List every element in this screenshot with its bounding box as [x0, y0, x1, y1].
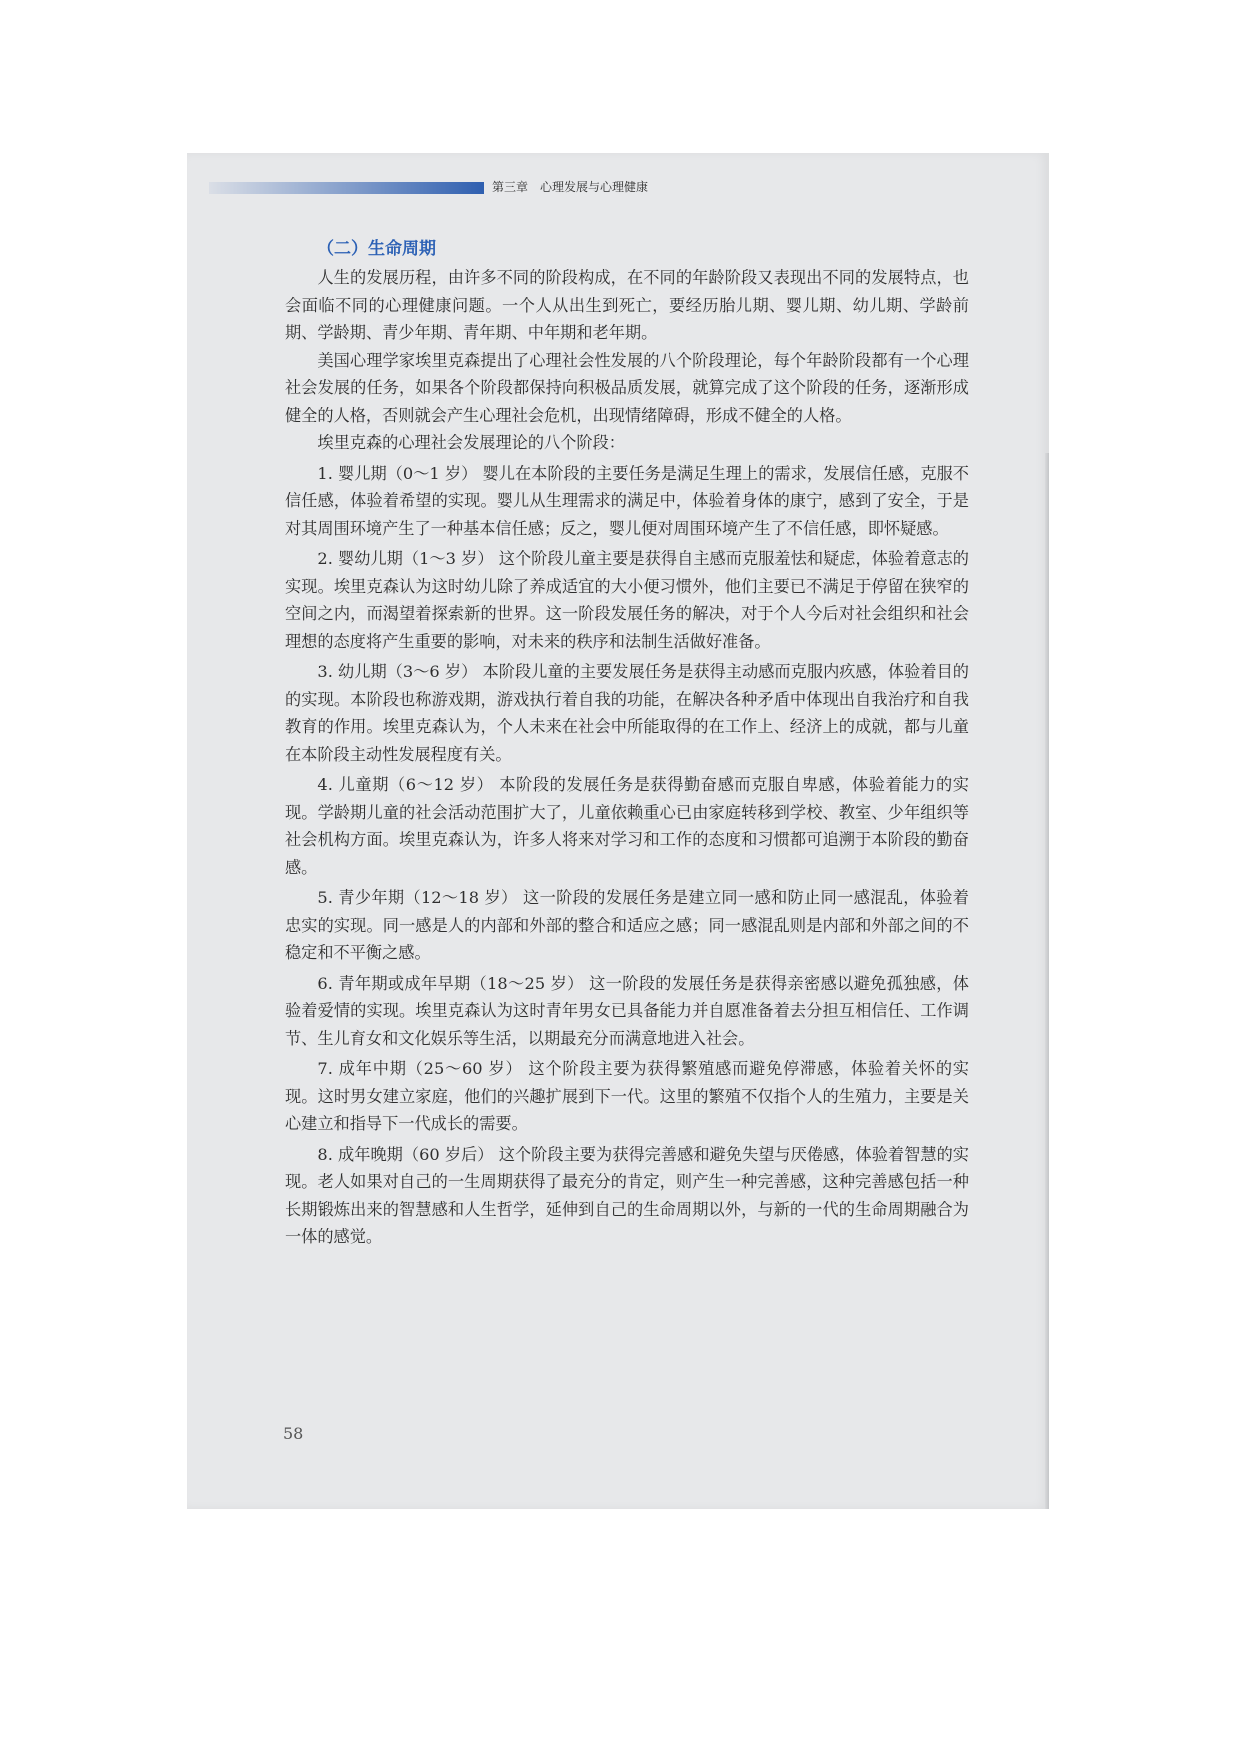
stage-8-paragraph: 8. 成年晚期（60 岁后） 这个阶段主要为获得完善感和避免失望与厌倦感，体验着智慧的实现。老人如果对自己的一生周期获得了最充分的肯定，则产生一种完善感，这种完善感包括一种长期锻炼出来的智慧感和人生哲学，延伸到自己的生命周期以外，与新的一代的生命周期融合为一体的感觉。 [285, 1144, 969, 1246]
chapter-number: 第三章 [492, 180, 529, 194]
chapter-title: 心理发展与心理健康 [540, 180, 649, 194]
stage-6-paragraph: 6. 青年期或成年早期（18～25 岁） 这一阶段的发展任务是获得亲密感以避免孤独感，体验着爱情的实现。埃里克森认为这时青年男女已具备能力并自愿准备着去分担互相信任、工作调节、生儿育女和文化娱乐等生活，以期最充分而满意地进入社会。 [285, 973, 969, 1048]
section-title: （二）生命周期 [317, 239, 436, 259]
page-edge-shadow [1045, 453, 1049, 1509]
stage-4-paragraph: 4. 儿童期（6～12 岁） 本阶段的发展任务是获得勤奋感而克服自卑感，体验着能力的实现。学龄期儿童的社会活动范围扩大了，儿童依赖重心已由家庭转移到学校、教室、少年组织等社会机构方面。埃里克森认为，许多人将来对学习和工作的态度和习惯都可追溯于本阶段的勤奋感。 [285, 775, 969, 877]
paragraph-list-intro: 埃里克森的心理社会发展理论的八个阶段： [317, 433, 625, 452]
running-header [492, 178, 648, 195]
body-text [285, 264, 969, 1251]
paragraph-erikson: 美国心理学家埃里克森提出了心理社会性发展的八个阶段理论，每个年龄阶段都有一个心理社会发展的任务，如果各个阶段都保持向积极品质发展，就算完成了这个阶段的任务，逐渐形成健全的人格，否则就会产生心理社会危机，出现情绪障碍，形成不健全的人格。 [285, 350, 969, 425]
stage-3-paragraph: 3. 幼儿期（3～6 岁） 本阶段儿童的主要发展任务是获得主动感而克服内疚感，体验着目的的实现。本阶段也称游戏期，游戏执行着自我的功能，在解决各种矛盾中体现出自我治疗和自我教育的作用。埃里克森认为，个人未来在社会中所能取得的在工作上、经济上的成就，都与儿童在本阶段主动性发展程度有关。 [285, 662, 969, 764]
stage-2-paragraph: 2. 婴幼儿期（1～3 岁） 这个阶段儿童主要是获得自主感而克服羞怯和疑虑，体验着意志的实现。埃里克森认为这时幼儿除了养成适宜的大小便习惯外，他们主要已不满足于停留在狭窄的空间之内，而渴望着探索新的世界。这一阶段发展任务的解决，对于个人今后对社会组织和社会理想的态度将产生重要的影响，对未来的秩序和法制生活做好准备。 [285, 549, 969, 651]
header-gradient-bar [209, 182, 484, 194]
page-number: 58 [283, 1424, 304, 1443]
stage-7-paragraph: 7. 成年中期（25～60 岁） 这个阶段主要为获得繁殖感而避免停滞感，体验着关怀的实现。这时男女建立家庭，他们的兴趣扩展到下一代。这里的繁殖不仅指个人的生殖力，主要是关心建立和指导下一代成长的需要。 [285, 1059, 969, 1133]
paragraph-intro: 人生的发展历程，由许多不同的阶段构成，在不同的年龄阶段又表现出不同的发展特点，也会面临不同的心理健康问题。一个人从出生到死亡，要经历胎儿期、婴儿期、幼儿期、学龄前期、学龄期、青少年期、青年期、中年期和老年期。 [285, 268, 969, 342]
stage-5-paragraph: 5. 青少年期（12～18 岁） 这一阶段的发展任务是建立同一感和防止同一感混乱，体验着忠实的实现。同一感是人的内部和外部的整合和适应之感；同一感混乱则是内部和外部之间的不稳定和不平衡之感。 [285, 888, 969, 962]
stage-1-paragraph: 1. 婴儿期（0～1 岁） 婴儿在本阶段的主要任务是满足生理上的需求，发展信任感，克服不信任感，体验着希望的实现。婴儿从生理需求的满足中，体验着身体的康宁，感到了安全，于是对其周围环境产生了一种基本信任感；反之，婴儿便对周围环境产生了不信任感，即怀疑感。 [285, 463, 969, 538]
book-page [187, 153, 1049, 1509]
